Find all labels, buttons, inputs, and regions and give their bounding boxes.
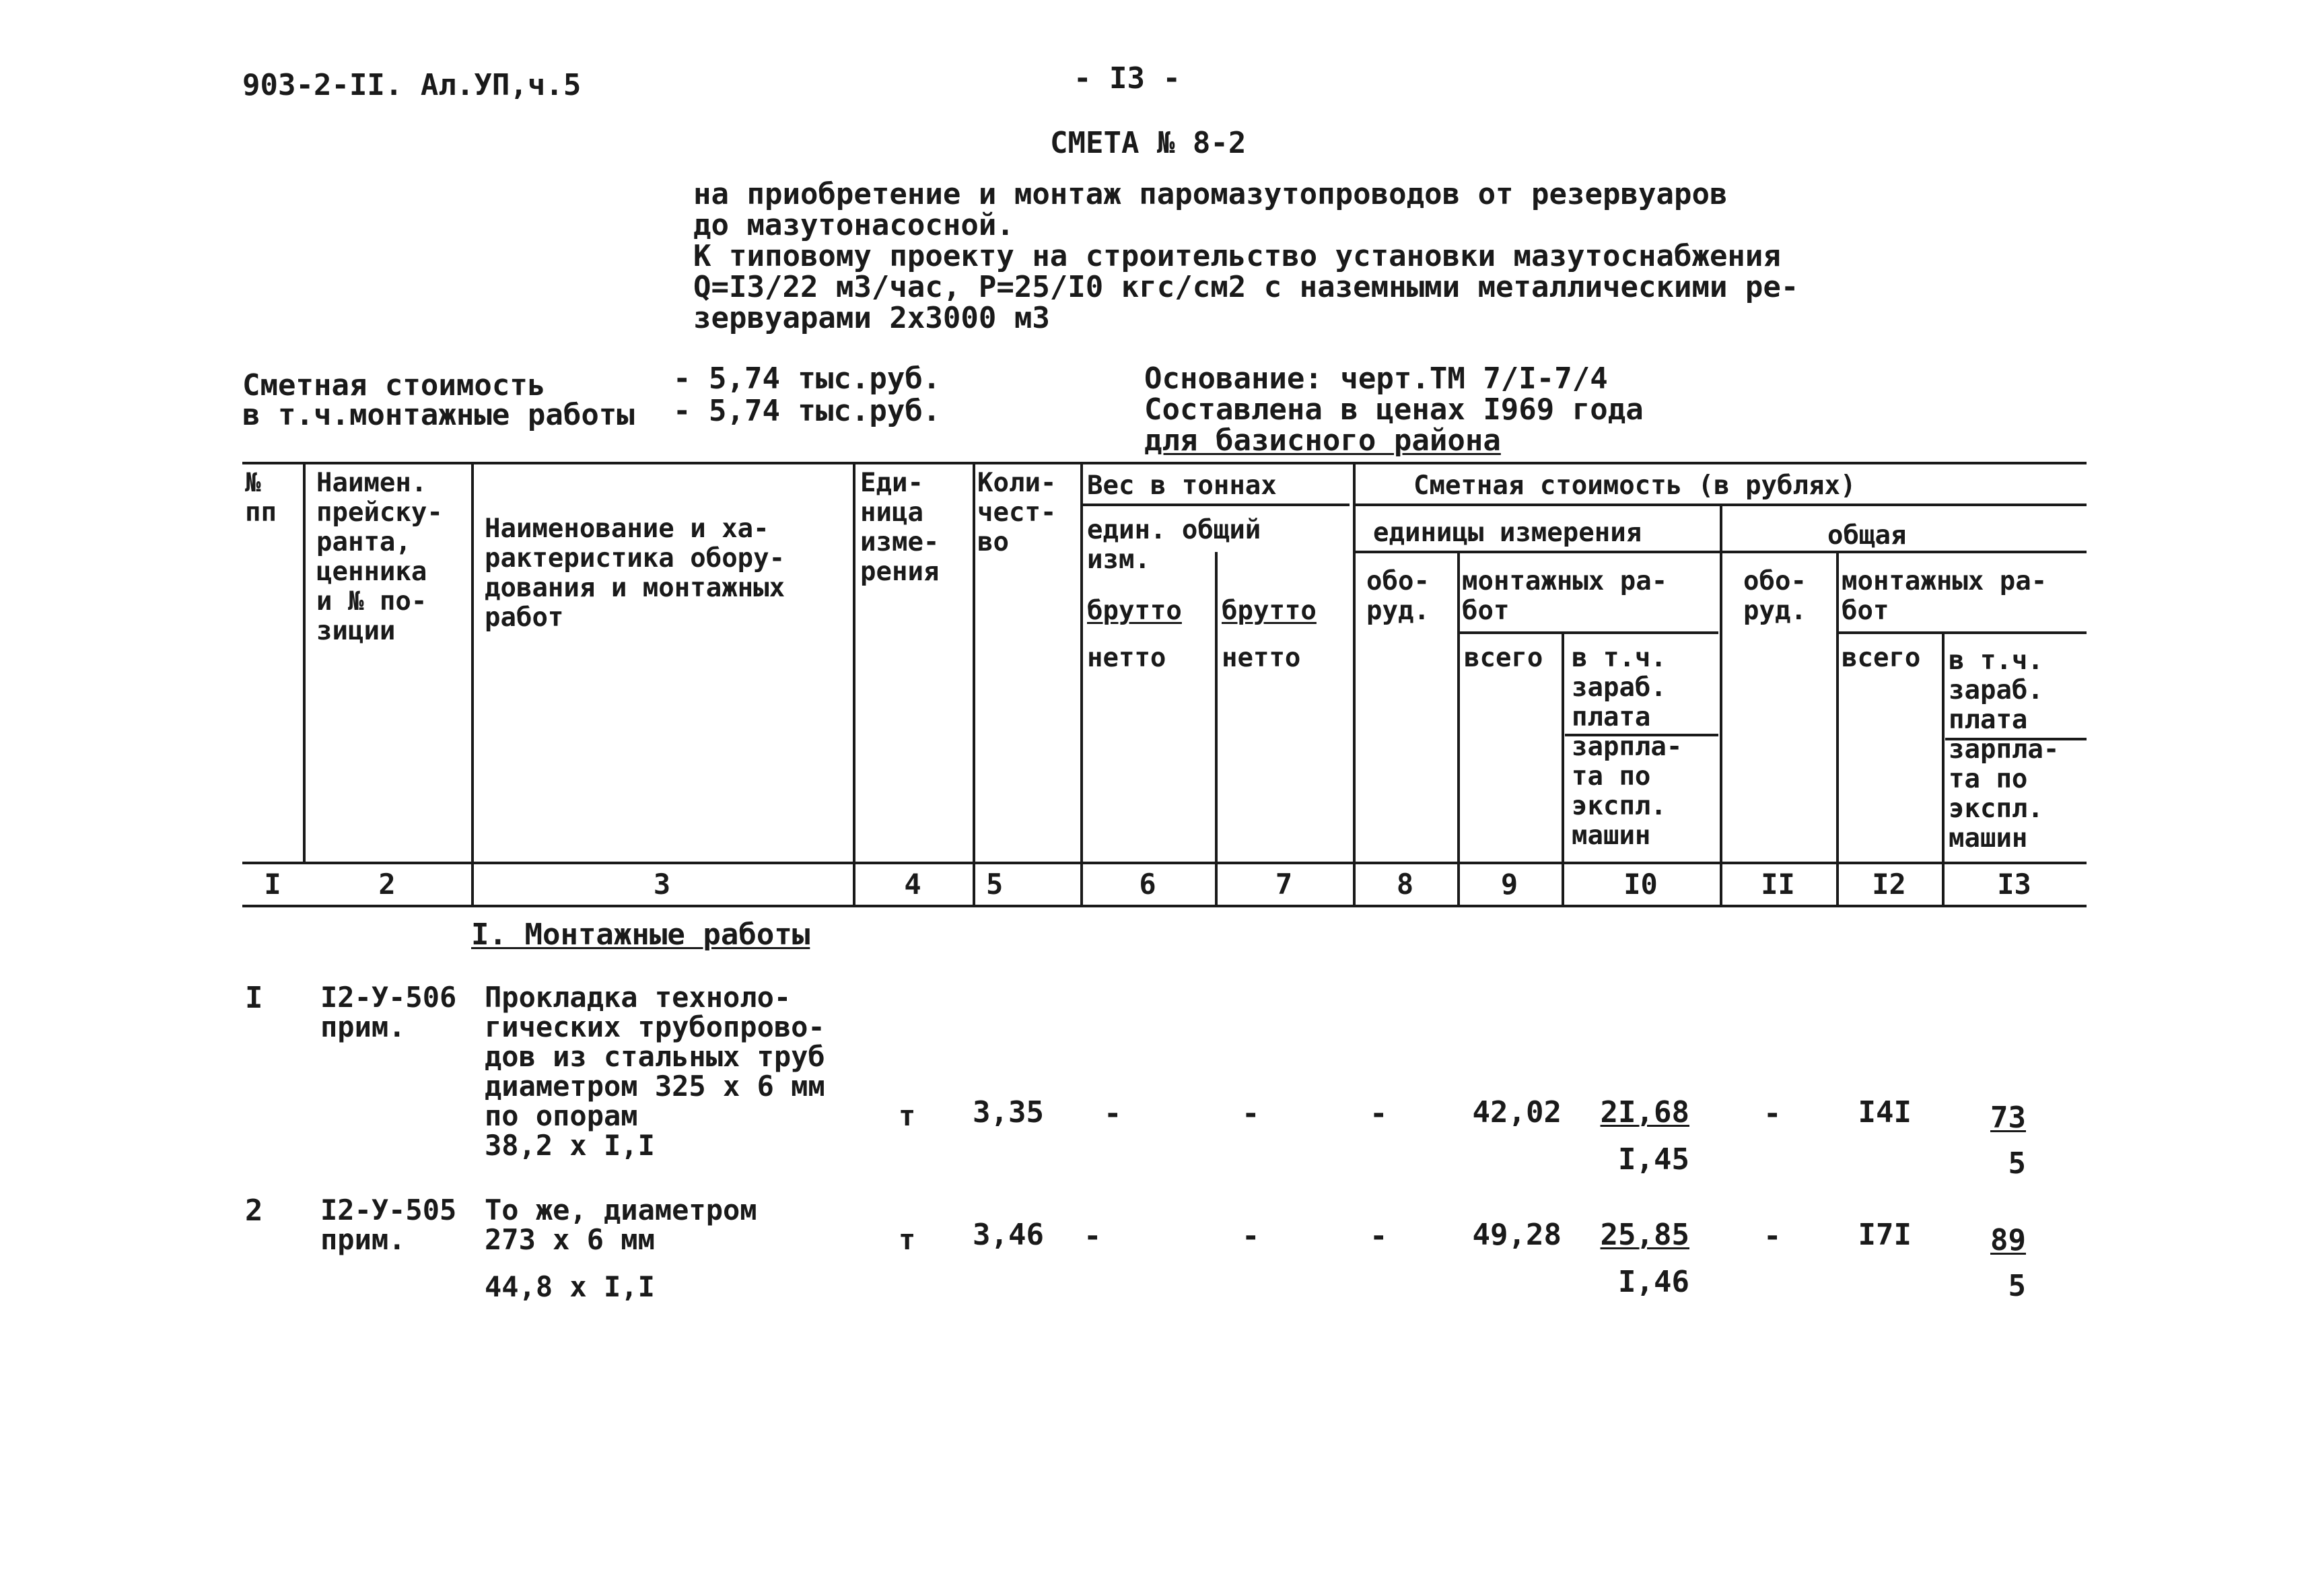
col-divider <box>853 462 855 906</box>
col-divider <box>1457 552 1460 906</box>
col-number: 7 <box>1275 868 1293 901</box>
row-wages-total-bottom: 5 <box>2008 1146 2026 1181</box>
header-cost: Сметная стоимость (в рублях) <box>1413 471 1856 501</box>
row-install-unit-all: 42,02 <box>1472 1095 1562 1130</box>
row-equipment-unit: - <box>1370 1219 1388 1253</box>
col-number: I <box>264 868 281 901</box>
row-weight-unit: - <box>1084 1219 1102 1253</box>
row-pricelist-code: I2-У-506 прим. <box>320 981 457 1043</box>
header-all-unit: всего <box>1464 643 1543 673</box>
basis-line-3: для базисного района <box>1144 423 1501 458</box>
col-number: 6 <box>1139 868 1156 901</box>
header-brutto-total: брутто <box>1222 596 1317 626</box>
estimate-title: СМЕТА № 8-2 <box>1050 126 1247 160</box>
row-formula: 38,2 х I,I <box>485 1129 655 1162</box>
row-wages-unit-top: 25,85 <box>1600 1218 1689 1252</box>
table-top-rule <box>242 462 2087 464</box>
column-number-bottom-rule <box>242 905 2087 907</box>
col-divider <box>1215 552 1218 906</box>
col-number: 4 <box>904 868 921 901</box>
col-number: 3 <box>653 868 671 901</box>
row-install-total-all: I4I <box>1858 1095 1912 1130</box>
header-brutto-unit: брутто <box>1087 596 1182 626</box>
col-divider <box>1562 633 1564 906</box>
col-number: 5 <box>986 868 1004 901</box>
basis-line-1: Основание: черт.ТМ 7/I-7/4 <box>1144 361 1608 396</box>
col-divider <box>471 462 474 906</box>
install-cost-label: в т.ч.монтажные работы <box>242 398 635 432</box>
header-netto-unit: нетто <box>1087 643 1166 673</box>
install-unit-rule <box>1457 631 1718 634</box>
row-equipment-total: - <box>1763 1219 1782 1253</box>
row-number: 2 <box>245 1193 263 1228</box>
header-name: Наименование и ха- рактеристика обору- дования и монтажных работ <box>485 514 785 633</box>
row-wages-total-top: 73 <box>1990 1101 2026 1135</box>
col-divider <box>1720 505 1722 906</box>
row-equipment-total: - <box>1763 1097 1782 1131</box>
row-wages-total-top: 89 <box>1990 1223 2026 1257</box>
row-description: То же, диаметром 273 х 6 мм <box>485 1193 757 1256</box>
total-cost-label: Сметная стоимость <box>242 368 546 403</box>
header-equipment-unit: обо- руд. <box>1366 566 1430 626</box>
col-number: I2 <box>1872 868 1906 901</box>
row-quantity: 3,35 <box>973 1095 1044 1130</box>
row-weight-total: - <box>1242 1097 1260 1131</box>
col-number: 2 <box>378 868 396 901</box>
row-wages-unit-bottom: I,45 <box>1618 1142 1689 1177</box>
basis-line-2: Составлена в ценах I969 года <box>1144 392 1644 427</box>
page-number: - I3 - <box>1074 61 1181 96</box>
row-quantity: 3,46 <box>973 1218 1044 1252</box>
row-equipment-unit: - <box>1370 1097 1388 1131</box>
header-quantity: Коли- чест- во <box>977 468 1057 557</box>
section-title: I. Монтажные работы <box>471 917 810 952</box>
header-wages-unit: в т.ч. зараб. плата зарпла- та по экспл. машин <box>1572 643 1683 851</box>
subtitle-line-2: до мазутонасосной. <box>693 208 1014 242</box>
row-unit: т <box>899 1223 916 1256</box>
subtitle-line-1: на приобретение и монтаж паромазутопроводов от резервуаров <box>693 177 1728 211</box>
cost-unit-rule <box>1353 551 2087 553</box>
row-install-unit-all: 49,28 <box>1472 1218 1562 1252</box>
col-divider <box>1353 462 1356 906</box>
subtitle-line-5: зервуарами 2х3000 м3 <box>693 301 1050 335</box>
header-wages-total: в т.ч. зараб. плата зарпла- та по экспл. машин <box>1949 646 2060 854</box>
col-divider <box>973 462 975 906</box>
cost-header-rule <box>1353 504 2087 506</box>
row-unit: т <box>899 1099 916 1132</box>
col-number: 9 <box>1500 868 1518 901</box>
subtitle-line-4: Q=I3/22 м3/час, Р=25/I0 кгс/см2 с наземными металлическими ре- <box>693 270 1799 304</box>
row-formula: 44,8 х I,I <box>485 1270 655 1303</box>
header-cost-unit: единицы измерения <box>1373 518 1642 548</box>
col-number: II <box>1761 868 1795 901</box>
header-weight-unit: един. общий изм. <box>1087 515 1261 575</box>
column-number-top-rule <box>242 862 2087 864</box>
row-wages-unit-bottom: I,46 <box>1618 1265 1689 1299</box>
header-equipment-total: обо- руд. <box>1743 566 1807 626</box>
header-cost-total: общая <box>1827 520 1907 551</box>
row-install-total-all: I7I <box>1858 1218 1912 1252</box>
header-install-total: монтажных ра- бот <box>1842 566 2048 626</box>
col-number: I3 <box>1997 868 2031 901</box>
col-number: 8 <box>1396 868 1414 901</box>
col-divider <box>1942 633 1945 906</box>
col-divider <box>1836 552 1839 906</box>
install-total-rule <box>1836 631 2087 634</box>
row-weight-unit: - <box>1104 1097 1122 1131</box>
row-number: I <box>245 981 263 1015</box>
weight-header-rule <box>1080 504 1350 506</box>
row-description: Прокладка техноло- гических трубопрово- дов из стальных труб диаметром 325 х 6 мм по опорам <box>485 981 825 1132</box>
header-row-number: № пп <box>245 468 277 528</box>
header-weight: Вес в тоннах <box>1087 471 1277 501</box>
document-code: 903-2-II. Ал.УП,ч.5 <box>242 68 582 102</box>
header-all-total: всего <box>1842 643 1921 673</box>
row-wages-unit-top: 2I,68 <box>1600 1095 1689 1130</box>
col-divider <box>1080 462 1083 906</box>
header-pricelist: Наимен. прейску- ранта, ценника и № по- зиции <box>316 468 443 646</box>
subtitle-line-3: К типовому проекту на строительство установки мазутоснабжения <box>693 239 1781 273</box>
header-unit: Еди- ница изме- рения <box>860 468 940 587</box>
col-divider <box>303 462 306 863</box>
col-number: I0 <box>1623 868 1658 901</box>
install-cost-value: - 5,74 тыс.руб. <box>673 394 941 428</box>
header-install-unit: монтажных ра- бот <box>1462 566 1668 626</box>
row-pricelist-code: I2-У-505 прим. <box>320 1193 457 1256</box>
row-wages-total-bottom: 5 <box>2008 1269 2026 1303</box>
row-weight-total: - <box>1242 1219 1260 1253</box>
total-cost-value: - 5,74 тыс.руб. <box>673 361 941 396</box>
header-netto-total: нетто <box>1222 643 1301 673</box>
